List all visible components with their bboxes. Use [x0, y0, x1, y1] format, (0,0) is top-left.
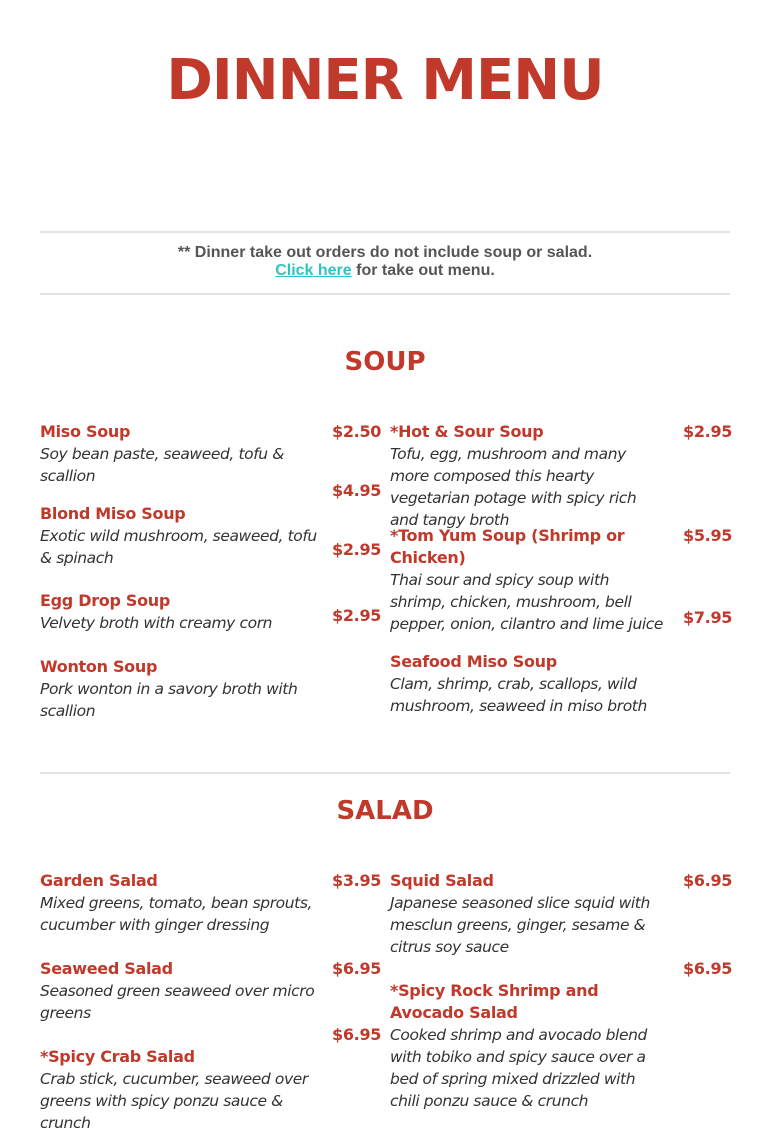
menu-item-miso-soup: [40, 421, 320, 487]
item-price: $3.95: [332, 871, 382, 890]
item-description: Crab stick, cucumber, seaweed over greens with spicy ponzu sauce & crunch: [40, 1070, 308, 1132]
item-description: Velvety broth with creamy corn: [40, 614, 273, 632]
item-name: *Hot & Sour Soup: [390, 422, 544, 441]
item-price: $5.95: [683, 526, 733, 545]
item-price: $2.50: [332, 422, 382, 441]
divider: [40, 231, 730, 233]
item-name: *Spicy Crab Salad: [40, 1047, 195, 1066]
item-price: $6.95: [332, 959, 382, 978]
menu-item-hot-sour-soup: [390, 421, 665, 531]
item-description: Clam, shrimp, crab, scallops, wild mushroom, seaweed in miso broth: [390, 675, 647, 715]
section-title-soup: SOUP: [344, 347, 426, 377]
menu-item-tom-yum-soup: [390, 525, 665, 635]
item-name: *Tom Yum Soup (Shrimp or Chicken): [390, 526, 625, 567]
notice-link-line: [40, 262, 730, 280]
item-name: Egg Drop Soup: [40, 591, 171, 610]
item-price: $4.95: [332, 481, 382, 500]
item-description: Tofu, egg, mushroom and many more composed this hearty vegetarian potage with spicy rich and tangy broth: [390, 445, 637, 529]
item-description: Thai sour and spicy soup with shrimp, chicken, mushroom, bell pepper, onion, cilantro and lime juice: [390, 571, 664, 633]
item-name: Miso Soup: [40, 422, 131, 441]
item-price: $6.95: [683, 959, 733, 978]
item-description: Mixed greens, tomato, bean sprouts, cucumber with ginger dressing: [40, 894, 313, 934]
menu-item-blond-miso-soup: [40, 503, 320, 569]
notice-line: ** Dinner take out orders do not include soup or salad.: [177, 244, 593, 261]
item-description: Pork wonton in a savory broth with scallion: [40, 680, 298, 720]
notice-link-suffix: for take out menu.: [351, 262, 495, 279]
item-name: Seafood Miso Soup: [390, 652, 557, 671]
item-price: $2.95: [332, 540, 382, 559]
takeout-notice: [40, 244, 730, 280]
menu-item-egg-drop-soup: [40, 590, 320, 634]
item-price: $6.95: [332, 1025, 382, 1044]
item-description: Exotic wild mushroom, seaweed, tofu & spinach: [40, 527, 317, 567]
menu-item-seaweed-salad: [40, 958, 320, 1024]
menu-item-spicy-rock-shrimp-avocado-salad: [390, 980, 665, 1112]
menu-item-seafood-miso-soup: [390, 651, 665, 717]
menu-item-squid-salad: [390, 870, 665, 958]
item-name: Wonton Soup: [40, 657, 158, 676]
item-description: Cooked shrimp and avocado blend with tobiko and spicy sauce over a bed of spring mixed drizzled with chili ponzu sauce & crunch: [390, 1026, 647, 1110]
item-description: Seasoned green seaweed over micro greens: [40, 982, 315, 1022]
divider: [40, 293, 730, 295]
item-name: Seaweed Salad: [40, 959, 173, 978]
item-name: Blond Miso Soup: [40, 504, 186, 523]
takeout-menu-link[interactable]: Click here: [275, 262, 352, 279]
section-title-salad: SALAD: [336, 796, 434, 826]
item-price: $7.95: [683, 608, 733, 627]
item-price: $2.95: [332, 606, 382, 625]
item-description: Soy bean paste, seaweed, tofu & scallion: [40, 445, 284, 485]
page-title: DINNER MENU: [166, 48, 604, 113]
menu-item-wonton-soup: [40, 656, 320, 722]
item-name: Garden Salad: [40, 871, 158, 890]
item-name: Squid Salad: [390, 871, 494, 890]
item-price: $6.95: [683, 871, 733, 890]
item-description: Japanese seasoned slice squid with mesclun greens, ginger, sesame & citrus soy sauce: [390, 894, 650, 956]
divider: [40, 772, 730, 774]
menu-item-spicy-crab-salad: [40, 1046, 320, 1134]
menu-item-garden-salad: [40, 870, 320, 936]
item-price: $2.95: [683, 422, 733, 441]
item-name: *Spicy Rock Shrimp and Avocado Salad: [390, 981, 599, 1022]
